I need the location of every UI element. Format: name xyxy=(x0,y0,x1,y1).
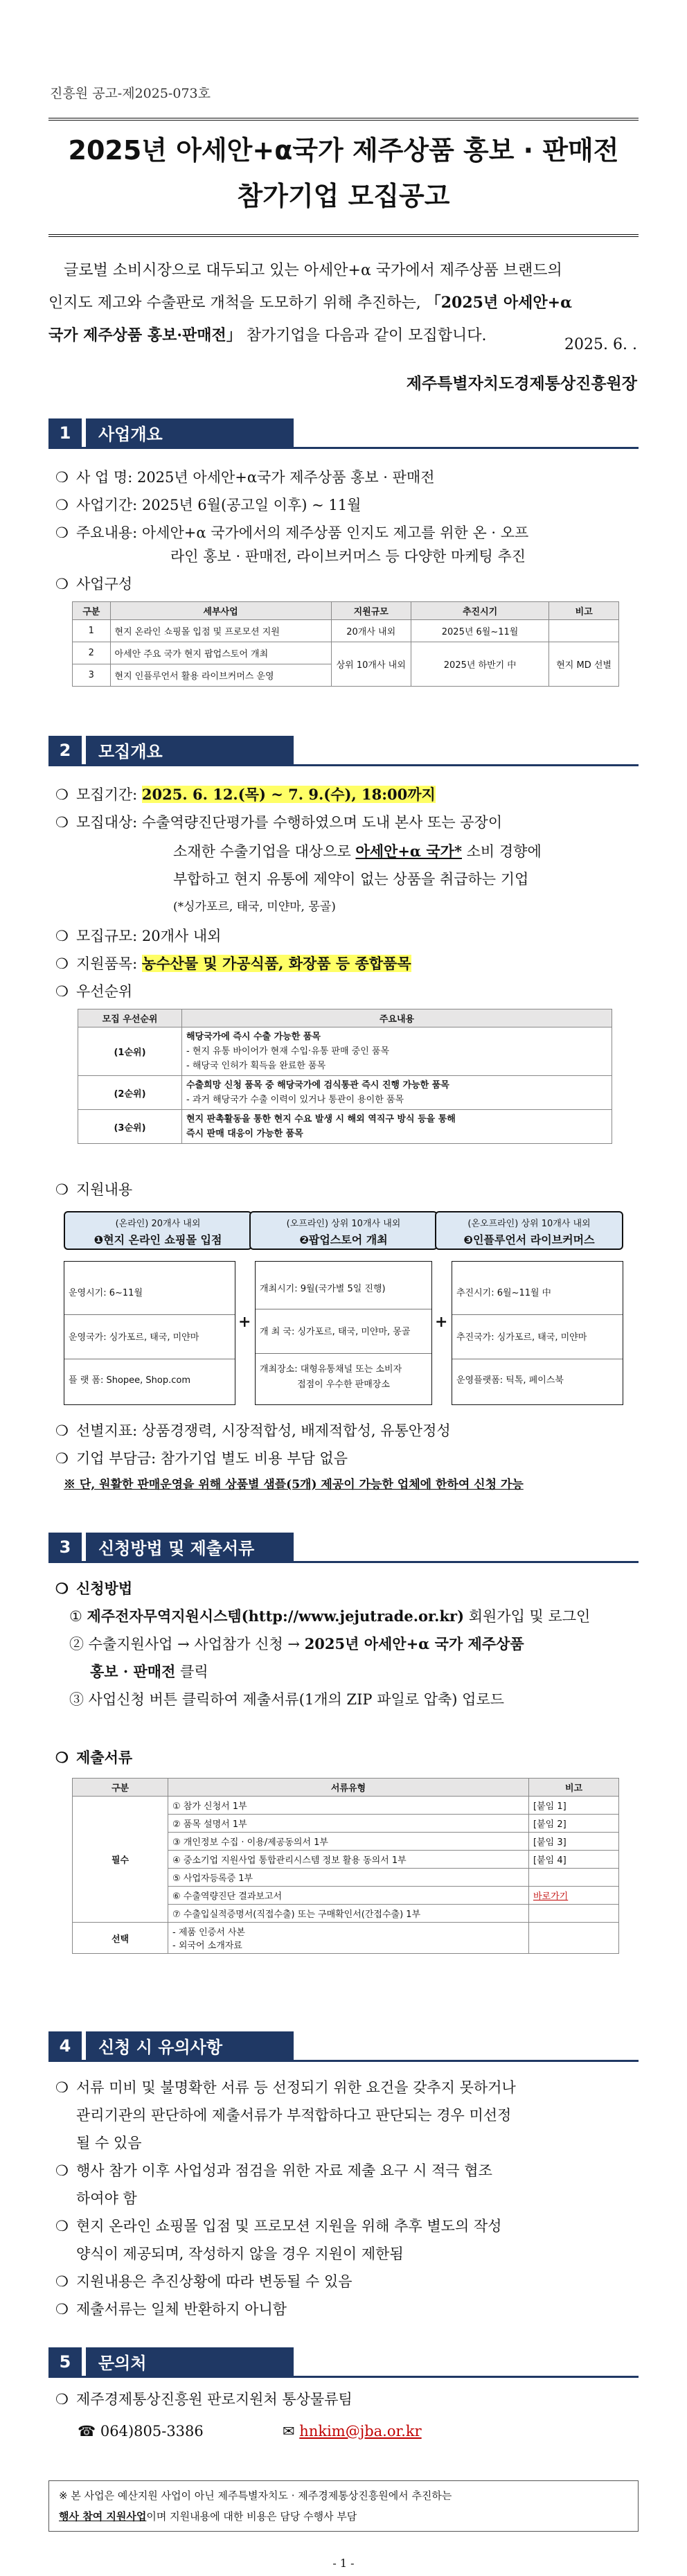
bullet-icon: ❍ xyxy=(55,2301,69,2318)
section-number: 5 xyxy=(48,2347,82,2376)
email-link[interactable]: hnkim@jba.or.kr xyxy=(299,2423,422,2440)
doc-item: ② 품목 설명서 1부 xyxy=(168,1815,529,1833)
s1-project-period xyxy=(55,493,361,517)
documents-table xyxy=(72,1778,619,1954)
required-label: 필수 xyxy=(73,1797,168,1923)
plus-icon: + xyxy=(238,1313,251,1331)
table-header: 구분 xyxy=(73,1779,168,1797)
doc-item: ⑥ 수출역량진단 결과보고서 xyxy=(168,1887,529,1905)
s2-line: 소비 경향에 xyxy=(461,843,542,860)
box-row: 접점이 우수한 판매장소 xyxy=(297,1379,390,1390)
s2-line: 모집규모: 20개사 내외 xyxy=(76,928,222,944)
s4-line: 될 수 있음 xyxy=(76,2135,142,2151)
s3-step-1 xyxy=(69,1605,590,1628)
bullet-icon: ❍ xyxy=(55,2079,69,2096)
box-row: 운영플랫폼: 틱톡, 페이스북 xyxy=(456,1375,564,1386)
s2-line: 우선순위 xyxy=(76,983,133,1000)
table-cell: 상위 10개사 내외 xyxy=(331,642,411,687)
support-box-3-body xyxy=(452,1261,623,1405)
priority-line: 현지 판촉활동을 통한 현지 수요 발생 시 해외 역직구 방식 등을 통해 xyxy=(186,1114,456,1124)
box-title: ❷팝업스토어 개최 xyxy=(299,1233,388,1246)
title-line-1: 2025년 아세안+α국가 제주상품 홍보 · 판매전 xyxy=(68,135,619,166)
bullet-icon: ❍ xyxy=(55,497,69,513)
intro-bold-2: 국가 제주상품 홍보·판매전」 xyxy=(48,326,242,344)
doc-note: [붙임 2] xyxy=(529,1815,619,1833)
s1-composition xyxy=(55,572,132,596)
s2-target-3: 부합하고 현지 유통에 제약이 없는 상품을 취급하는 기업 xyxy=(173,871,529,888)
s3-step-2 xyxy=(69,1632,524,1656)
s5-line: 제주경제통상진흥원 판로지원처 통상물류팀 xyxy=(76,2391,353,2408)
table-cell: 20개사 내외 xyxy=(331,620,411,642)
bullet-icon: ❍ xyxy=(55,1580,69,1597)
bullet-icon: ❍ xyxy=(55,2162,69,2179)
s3-line: 제출서류 xyxy=(76,1749,133,1766)
priority-content xyxy=(182,1110,612,1144)
box-row: 추진시기: 6월~11월 中 xyxy=(456,1288,551,1298)
priority-line: - 해당국 인허가 획득을 완료한 품목 xyxy=(186,1061,326,1071)
s1-main-content xyxy=(55,521,528,545)
s4-note-1 xyxy=(55,2076,516,2099)
table-header: 비고 xyxy=(549,602,619,620)
bullet-icon: ❍ xyxy=(55,1450,69,1467)
s1-line: 사 업 명: 2025년 아세안+α국가 제주상품 홍보 · 판매전 xyxy=(76,469,435,486)
section-title: 모집개요 xyxy=(86,736,294,764)
s3-line: 회원가입 및 로그인 xyxy=(464,1608,591,1625)
project-table xyxy=(72,601,619,687)
table-header: 세부사업 xyxy=(110,602,331,620)
table-cell: 2025년 6월~11월 xyxy=(411,620,548,642)
s3-bold: 홍보 · 판매전 xyxy=(90,1663,176,1680)
s2-period xyxy=(55,783,436,806)
priority-content xyxy=(182,1027,612,1076)
optional-item: - 외국어 소개자료 xyxy=(172,1941,242,1951)
priority-line: 즉시 판매 대응이 가능한 품목 xyxy=(186,1129,303,1139)
s4-line: 행사 참가 이후 사업성과 점검을 위한 자료 제출 요구 시 적극 협조 xyxy=(76,2162,492,2179)
s3-line: ② 수출지원사업 → 사업참가 신청 → xyxy=(69,1636,305,1652)
s2-target-4: (*싱가포르, 태국, 미얀마, 몽골) xyxy=(173,900,336,914)
box-row: 추진국가: 싱가포르, 태국, 미얀마 xyxy=(456,1332,587,1343)
box-subtitle: (오프라인) 상위 10개사 내외 xyxy=(286,1219,401,1229)
bullet-icon: ❍ xyxy=(55,955,69,972)
s1-line: 사업기간: 2025년 6월(공고일 이후) ~ 11월 xyxy=(76,497,362,513)
s1-project-name xyxy=(55,466,435,489)
intro-bold-1: 「2025년 아세안+α xyxy=(425,294,573,312)
table-row xyxy=(73,620,619,642)
intro-text-1: 글로벌 소비시장으로 대두되고 있는 아세안+α 국가에서 제주상품 브랜드의 xyxy=(64,262,562,279)
s4-line: 하여야 함 xyxy=(76,2190,137,2207)
page-number: - 1 - xyxy=(332,2557,355,2570)
table-row xyxy=(78,1110,612,1144)
s2-support xyxy=(55,1178,132,1201)
s2-line: 선별지표: 상품경쟁력, 시장적합성, 배제적합성, 유통안정성 xyxy=(76,1422,451,1439)
s4-note-3 xyxy=(55,2214,501,2238)
section-3-header xyxy=(48,1533,639,1563)
box-title: ❸인플루언서 라이브커머스 xyxy=(463,1233,595,1246)
intro-text-2: 인지도 제고와 수출판로 개척을 도모하기 위해 추진하는, xyxy=(48,294,426,312)
s4-note-2 xyxy=(55,2159,492,2182)
support-box-3-header xyxy=(435,1211,623,1250)
phone-icon: ☎ xyxy=(78,2423,96,2440)
table-cell: 3 xyxy=(73,664,111,687)
doc-note xyxy=(529,1905,619,1923)
s2-target-2 xyxy=(173,840,542,863)
step-num: ① xyxy=(69,1608,87,1625)
note-bold: 행사 참여 지원사업 xyxy=(59,2510,147,2523)
shortcut-link[interactable]: 바로가기 xyxy=(533,1891,569,1902)
label: 지원품목: xyxy=(76,955,142,972)
section-4-header xyxy=(48,2031,639,2062)
box-row: 운영시기: 6~11월 xyxy=(69,1288,143,1298)
target-countries: 아세안+α 국가* xyxy=(355,843,462,860)
s5-phone xyxy=(78,2419,204,2443)
title-box xyxy=(48,118,639,237)
priority-line: - 현지 유통 바이어가 현재 수입·유통 판매 중인 품목 xyxy=(186,1046,390,1057)
table-header: 서류유형 xyxy=(168,1779,529,1797)
s3-docs xyxy=(55,1746,132,1770)
box-row: 운영국가: 싱가포르, 태국, 미얀마 xyxy=(69,1332,199,1343)
items-highlight: 농수산물 및 가공식품, 화장품 등 종합품목 xyxy=(141,955,411,972)
box-subtitle: (온오프라인) 상위 10개사 내외 xyxy=(467,1219,591,1229)
section-2-header xyxy=(48,736,639,766)
s4-line: 현지 온라인 쇼핑몰 입점 및 프로모션 지원을 위해 추후 별도의 작성 xyxy=(76,2218,502,2234)
table-cell xyxy=(549,620,619,642)
table-header: 비고 xyxy=(529,1779,619,1797)
support-box-1-body xyxy=(64,1261,235,1405)
priority-line: 수출희망 신청 품목 중 해당국가에 검식통관 즉시 진행 가능한 품목 xyxy=(186,1080,449,1091)
bullet-icon: ❍ xyxy=(55,928,69,944)
title-line-2: 참가기업 모집공고 xyxy=(237,181,450,211)
priority-line: 해당국가에 즉시 수출 가능한 품목 xyxy=(186,1032,321,1042)
s2-line: 모집대상: 수출역량진단평가를 수행하였으며 도내 본사 또는 공장이 xyxy=(76,814,503,831)
s3-step-2-cont xyxy=(90,1660,208,1684)
doc-item: ④ 중소기업 지원사업 통합관리시스템 정보 활용 동의서 1부 xyxy=(168,1851,529,1869)
priority-content xyxy=(182,1076,612,1110)
section-5-header xyxy=(48,2347,639,2378)
s4-line: 지원내용은 추진상황에 따라 변동될 수 있음 xyxy=(76,2273,353,2290)
table-cell: 아세안 주요 국가 현지 팝업스토어 개최 xyxy=(110,642,331,664)
doc-item: ⑤ 사업자등록증 1부 xyxy=(168,1869,529,1887)
bullet-icon: ❍ xyxy=(55,1181,69,1198)
priority-line: - 과거 해당국가 수출 이력이 있거나 통관이 용이한 품목 xyxy=(186,1095,404,1105)
s2-scale xyxy=(55,924,221,948)
s2-burden xyxy=(55,1447,348,1470)
bullet-icon: ❍ xyxy=(55,1422,69,1439)
table-header: 모집 우선순위 xyxy=(78,1009,182,1027)
bullet-icon: ❍ xyxy=(55,576,69,592)
s1-line: 사업구성 xyxy=(76,576,133,592)
optional-label: 선택 xyxy=(73,1923,168,1954)
email-icon: ✉ xyxy=(283,2423,295,2440)
s3-bold: 2025년 아세안+α 국가 제주상품 xyxy=(304,1635,524,1652)
document-number: 진흥원 공고-제2025-073호 xyxy=(50,86,211,101)
table-row xyxy=(78,1027,612,1076)
support-box-2-header xyxy=(249,1211,438,1250)
doc-note: [붙임 4] xyxy=(529,1851,619,1869)
intro-text-3: 참가기업을 다음과 같이 모집합니다. xyxy=(241,327,487,344)
table-cell: 현지 인플루언서 활용 라이브커머스 운영 xyxy=(110,664,331,687)
optional-item: - 제품 인증서 사본 xyxy=(172,1927,245,1938)
s2-criteria xyxy=(55,1419,451,1443)
table-header: 구분 xyxy=(73,602,111,620)
box-row: 개최시기: 9월(국가별 5일 진행) xyxy=(260,1284,386,1294)
s2-items xyxy=(55,952,411,976)
intro-paragraph xyxy=(48,255,639,352)
table-header: 지원규모 xyxy=(331,602,411,620)
s1-line: 주요내용: 아세안+α 국가에서의 제주상품 인지도 제고를 위한 온 · 오프 xyxy=(76,524,529,541)
s2-line: 지원내용 xyxy=(76,1181,133,1198)
bullet-icon: ❍ xyxy=(55,786,69,803)
s5-email xyxy=(283,2419,422,2443)
s4-line: 제출서류는 일체 반환하지 아니함 xyxy=(76,2301,287,2318)
priority-rank: (1순위) xyxy=(78,1027,182,1076)
s4-line: 서류 미비 및 불명확한 서류 등 선정되기 위한 요건을 갖추지 못하거나 xyxy=(76,2079,516,2096)
box-subtitle: (온라인) 20개사 내외 xyxy=(115,1219,201,1229)
table-cell: 1 xyxy=(73,620,111,642)
section-title: 사업개요 xyxy=(86,418,294,447)
table-cell: 2025년 하반기 中 xyxy=(411,642,548,687)
support-box-1-header xyxy=(64,1211,252,1250)
s3-method xyxy=(55,1577,132,1600)
doc-note xyxy=(529,1869,619,1887)
s2-priority xyxy=(55,980,132,1003)
doc-note: [붙임 1] xyxy=(529,1797,619,1815)
bullet-icon: ❍ xyxy=(55,2218,69,2234)
priority-rank: (2순위) xyxy=(78,1076,182,1110)
bullet-icon: ❍ xyxy=(55,983,69,1000)
bullet-icon: ❍ xyxy=(55,2273,69,2290)
note-line: 이며 지원내용에 대한 비용은 담당 수행사 부담 xyxy=(146,2510,357,2523)
table-row xyxy=(73,642,619,664)
period-highlight: 2025. 6. 12.(목) ~ 7. 9.(수), 18:00까지 xyxy=(141,786,436,803)
table-row xyxy=(73,1797,619,1815)
bullet-icon: ❍ xyxy=(55,469,69,486)
announcement-date: 2025. 6. . xyxy=(564,336,637,353)
s2-warning: ※ 단, 원활한 판매운영을 위해 상품별 샘플(5개) 제공이 가능한 업체에 한하여 신청 가능 xyxy=(64,1478,524,1492)
s3-line: 클릭 xyxy=(175,1664,208,1680)
bullet-icon: ❍ xyxy=(55,814,69,831)
s3-step-3: ③ 사업신청 버튼 클릭하여 제출서류(1개의 ZIP 파일로 압축) 업로드 xyxy=(69,1691,505,1708)
table-header: 주요내용 xyxy=(182,1009,612,1027)
organization-name: 제주특별자치도경제통상진흥원장 xyxy=(406,374,637,393)
priority-table xyxy=(78,1009,612,1144)
doc-item: ③ 개인정보 수집 · 이용/제공동의서 1부 xyxy=(168,1833,529,1851)
section-title: 신청 시 유의사항 xyxy=(86,2031,294,2060)
s4-line: 양식이 제공되며, 작성하지 않을 경우 지원이 제한됨 xyxy=(76,2246,404,2262)
table-cell: 현지 온라인 쇼핑몰 입점 및 프로모션 지원 xyxy=(110,620,331,642)
section-number: 4 xyxy=(48,2031,82,2060)
phone-number: 064)805-3386 xyxy=(100,2423,204,2440)
table-cell: 현지 MD 선별 xyxy=(549,642,619,687)
s5-team xyxy=(55,2388,353,2411)
trade-system-link[interactable]: 제주전자무역지원시스템(http://www.jejutrade.or.kr) xyxy=(87,1607,465,1625)
note-box xyxy=(48,2480,639,2532)
s3-line: 신청방법 xyxy=(76,1580,133,1597)
s1-main-content-cont: 라인 홍보 · 판매전, 라이브커머스 등 다양한 마케팅 추진 xyxy=(170,548,526,565)
table-cell: 2 xyxy=(73,642,111,664)
support-box-2-body xyxy=(255,1261,432,1405)
section-title: 문의처 xyxy=(86,2347,294,2376)
bullet-icon: ❍ xyxy=(55,2391,69,2408)
table-header: 추진시기 xyxy=(411,602,548,620)
priority-rank: (3순위) xyxy=(78,1110,182,1144)
section-number: 2 xyxy=(48,736,82,764)
s4-line: 관리기관의 판단하에 제출서류가 부적합하다고 판단되는 경우 미선정 xyxy=(76,2107,512,2124)
box-row: 개 최 국: 싱가포르, 태국, 미얀마, 몽골 xyxy=(260,1327,411,1337)
doc-item: ⑦ 수출입실적증명서(직접수출) 또는 구매확인서(간접수출) 1부 xyxy=(168,1905,529,1923)
box-row: 개최장소: 대형유통채널 또는 소비자 xyxy=(260,1364,402,1375)
section-number: 1 xyxy=(48,418,82,447)
s2-line: 기업 부담금: 참가기업 별도 비용 부담 없음 xyxy=(76,1450,348,1467)
doc-note: [붙임 3] xyxy=(529,1833,619,1851)
section-1-header xyxy=(48,418,639,449)
s4-note-4 xyxy=(55,2270,353,2293)
s4-note-5 xyxy=(55,2297,287,2321)
s2-line: 소재한 수출기업을 대상으로 xyxy=(173,843,356,860)
box-row: 플 랫 폼: Shopee, Shop.com xyxy=(69,1375,191,1386)
bullet-icon: ❍ xyxy=(55,1749,69,1766)
table-row xyxy=(78,1076,612,1110)
doc-item: ① 참가 신청서 1부 xyxy=(168,1797,529,1815)
bullet-icon: ❍ xyxy=(55,524,69,541)
section-number: 3 xyxy=(48,1533,82,1561)
label: 모집기간: xyxy=(76,786,142,803)
box-title: ❶현지 온라인 쇼핑몰 입점 xyxy=(93,1233,222,1246)
plus-icon: + xyxy=(435,1313,448,1331)
s2-target xyxy=(55,811,502,834)
table-row xyxy=(73,1923,619,1954)
note-line: ※ 본 사업은 예산지원 사업이 아닌 제주특별자치도 · 제주경제통상진흥원에서 추진하는 xyxy=(59,2489,452,2502)
doc-item xyxy=(168,1923,529,1954)
section-title: 신청방법 및 제출서류 xyxy=(86,1533,294,1561)
